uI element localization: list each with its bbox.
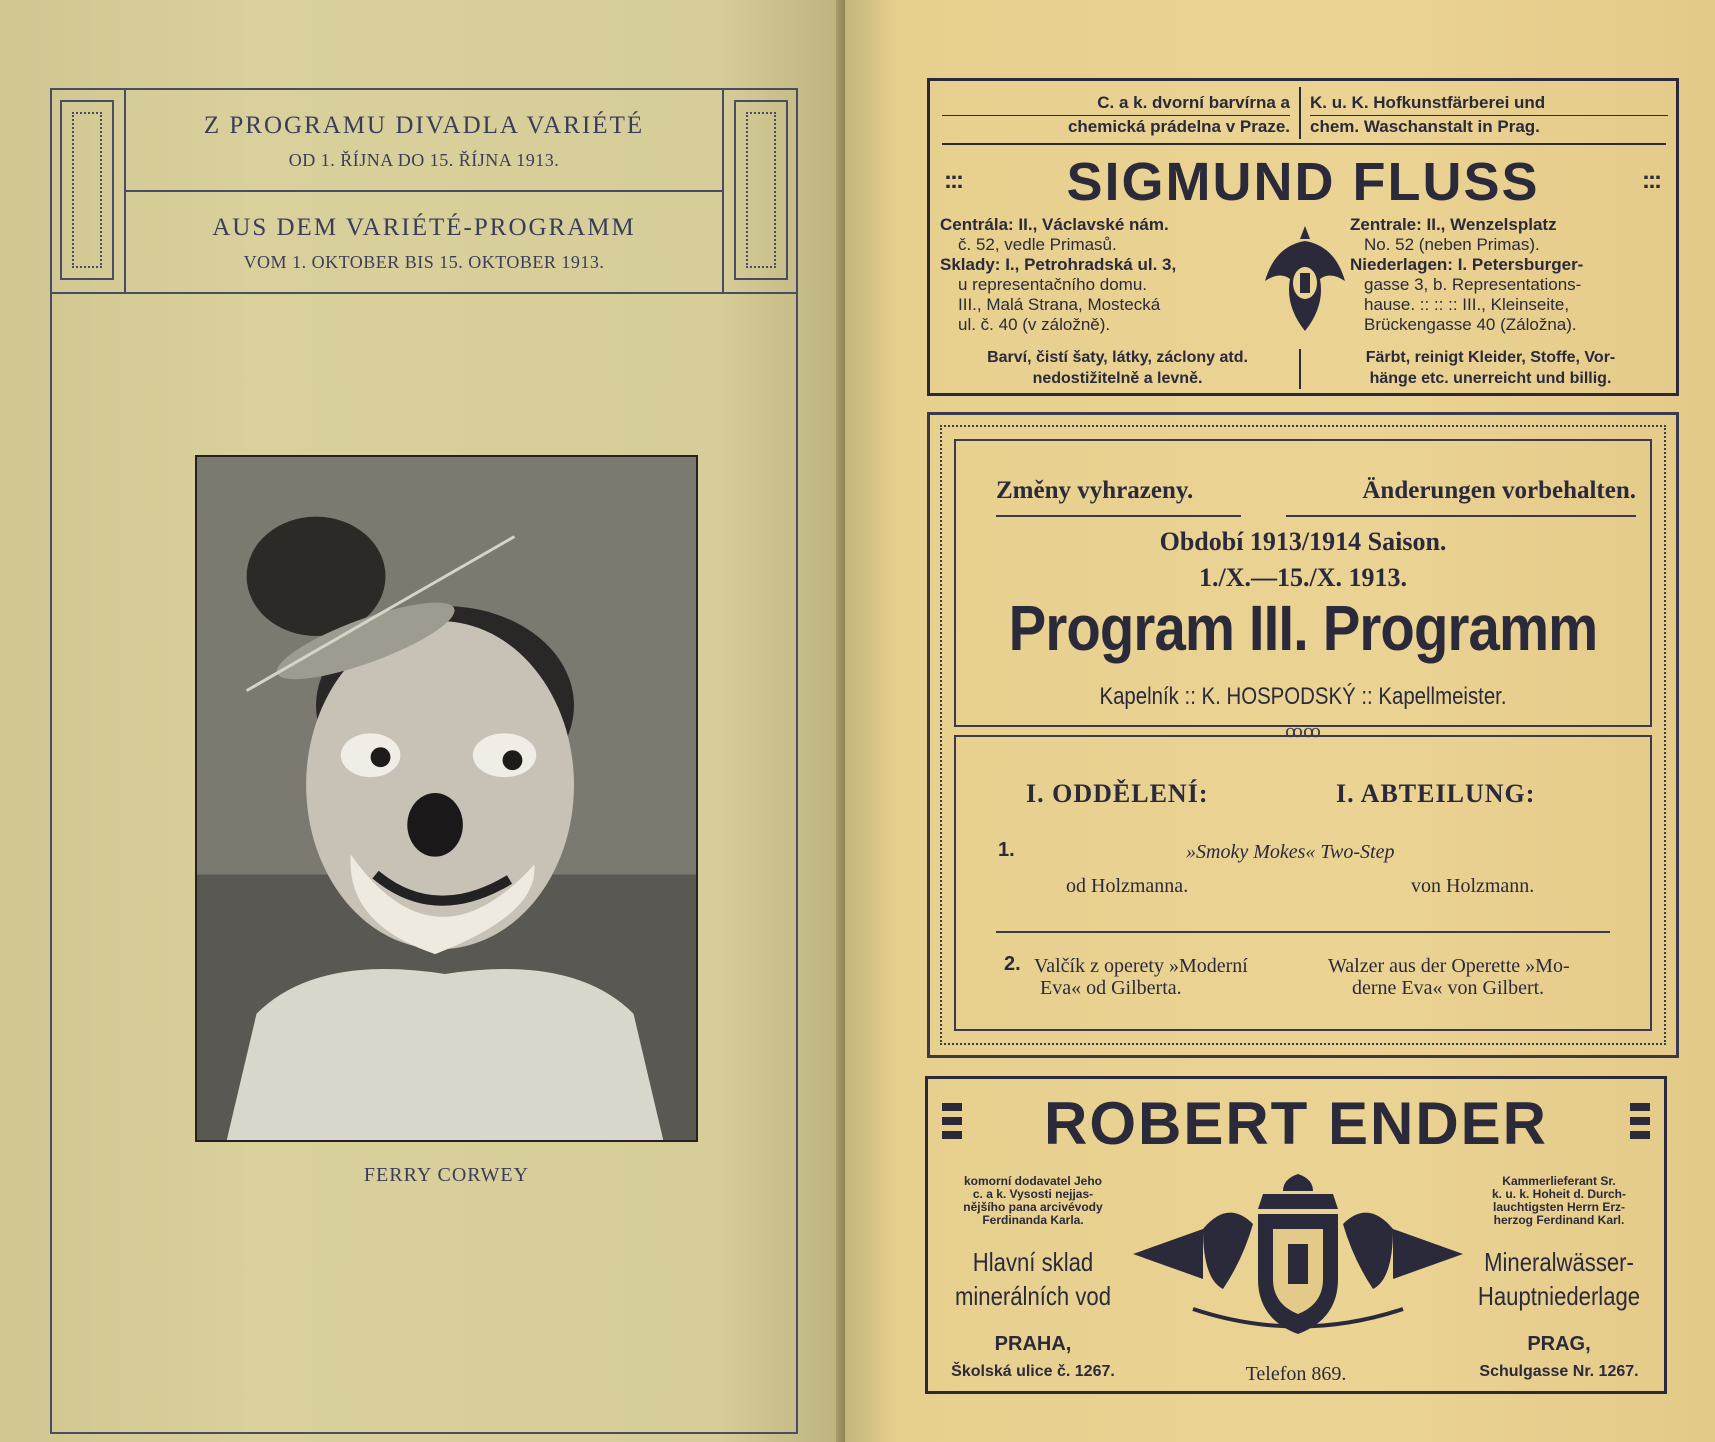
ad1-top-divider (1299, 87, 1301, 139)
item-title: »Smoky Mokes« Two-Step (1186, 841, 1395, 863)
ad1-cz-line: III., Malá Strana, Mostecká (958, 295, 1161, 314)
ad1-de-line: Niederlagen: I. Petersburger- (1350, 255, 1584, 274)
royal-crest-icon (1133, 1169, 1463, 1339)
item-de-line-1: Walzer aus der Operette »Mo- (1328, 955, 1570, 977)
season: Období 1913/1914 Saison. (1159, 527, 1447, 556)
program-box (927, 412, 1679, 1058)
header-divider (126, 190, 722, 192)
item-separator (996, 931, 1610, 933)
ad2-big-cz (944, 1245, 1123, 1313)
ad1-de-addresses (1350, 215, 1670, 335)
header-textbox (124, 88, 724, 292)
ad1-de-line: Brückengasse 40 (Záložna). (1364, 315, 1577, 334)
ad1-foot-de (1308, 347, 1673, 389)
ad1-top-de-2: chem. Waschanstalt in Prag. (1310, 117, 1540, 136)
ad2-small-de-line: Kammerlieferant Sr. (1502, 1174, 1616, 1188)
ad1-foot-cz (940, 347, 1295, 389)
ad2-small-de-line: k. u. k. Hoheit d. Durch- (1491, 1187, 1626, 1201)
ad1-rule (942, 115, 1290, 116)
ad1-foot-cz-2: nedostižitelně a levně. (1032, 370, 1203, 387)
item-de-line-2: derne Eva« von Gilbert. (1352, 977, 1545, 999)
changes-underline (996, 515, 1241, 517)
ad2-company-name: ROBERT ENDER (1043, 1090, 1549, 1157)
ad1-rule (1310, 115, 1668, 116)
program-dates: 1./X.—15./X. 1913. (1199, 563, 1407, 592)
header-de-title: AUS DEM VARIÉTÉ-PROGRAMM (212, 214, 636, 241)
ad1-de-line: gasse 3, b. Representations- (1364, 275, 1582, 294)
ad1-cz-addresses (940, 215, 1250, 335)
ad2-bars-right (1630, 1103, 1650, 1143)
item-composer-de: von Holzmann. (1411, 875, 1535, 897)
ad1-top-cz-2: chemická prádelna v Praze. (1067, 117, 1290, 136)
item-number: 2. (1004, 953, 1021, 975)
photo-caption: FERRY CORWEY (363, 1164, 530, 1186)
ad1-cz-line: Centrála: II., Václavské nám. (940, 215, 1169, 234)
ad1-cz-line: ul. č. 40 (v záložně). (958, 315, 1111, 334)
ornament-divider: ꝏꝏ (1285, 721, 1321, 741)
item-text-cz (1034, 955, 1248, 999)
ad1-cz-line: u representačního domu. (958, 275, 1148, 294)
ad2-telephone: Telefon 869. (1245, 1363, 1347, 1385)
ad2-big-cz-1: Hlavní sklad (972, 1247, 1094, 1277)
ad2-big-de-2: Hauptniederlage (1477, 1281, 1641, 1311)
ad2-big-de-1: Mineralwässer- (1484, 1247, 1634, 1277)
ad1-foot-divider (1299, 349, 1301, 389)
section-heading-cz: I. ODDĚLENÍ: (1026, 779, 1209, 808)
ad1-de-line: No. 52 (neben Primas). (1364, 235, 1540, 254)
header-cz-dates: OD 1. ŘÍJNA DO 15. ŘÍJNA 1913. (288, 150, 560, 170)
left-header (50, 88, 798, 294)
ad1-company-name: SIGMUND FLUSS (1066, 152, 1540, 212)
section-heading-de: I. ABTEILUNG: (1336, 779, 1536, 808)
header-de-dates: VOM 1. OKTOBER BIS 15. OKTOBER 1913. (243, 252, 605, 272)
clown-photo (195, 455, 698, 1142)
program-items-box (954, 735, 1652, 1031)
ad2-big-cz-2: minerálních vod (954, 1281, 1112, 1311)
ad1-foot-de-1: Färbt, reinigt Kleider, Stoffe, Vor- (1365, 349, 1616, 366)
ornament-left (60, 100, 114, 280)
ad2-small-cz-line: Ferdinanda Karla. (982, 1213, 1084, 1227)
changes-reserved-cz: Změny vyhrazeny. (996, 477, 1194, 504)
ad1-cz-line: č. 52, vedle Primasů. (958, 235, 1117, 254)
ad2-small-cz-line: nějšího pana arcivévody (963, 1200, 1103, 1214)
ad1-cz-line: Sklady: I., Petrohradská ul. 3, (940, 255, 1177, 274)
item-cz-line-2: Eva« od Gilberta. (1040, 977, 1182, 999)
ad2-small-cz-line: komorní dodavatel Jeho (963, 1174, 1103, 1188)
ad1-dots-left: ::: (944, 167, 962, 194)
ad2-address-de: Schulgasse Nr. 1267. (1479, 1363, 1639, 1380)
left-page (0, 0, 845, 1442)
item-cz-line-1: Valčík z operety »Moderní (1034, 955, 1248, 977)
ad2-small-cz-line: c. a k. Vysosti nejjas- (972, 1187, 1094, 1201)
item-text-de (1328, 955, 1570, 999)
ad-sigmund-fluss (927, 78, 1679, 396)
ad2-small-de-line: herzog Ferdinand Karl. (1493, 1213, 1625, 1227)
item-number: 1. (998, 839, 1015, 861)
program-title: Program III. Programm (1008, 592, 1598, 664)
ad2-big-de (1470, 1245, 1649, 1313)
changes-underline (1286, 515, 1636, 517)
header-cz-title: Z PROGRAMU DIVADLA VARIÉTÉ (203, 112, 645, 139)
eagle-emblem-icon (1260, 221, 1350, 341)
right-page (845, 0, 1715, 1442)
program-header-box (954, 439, 1652, 727)
ad1-de-line: Zentrale: II., Wenzelsplatz (1350, 215, 1557, 234)
ad1-top-de-1: K. u. K. Hofkunstfärberei und (1310, 93, 1546, 112)
ad1-foot-de-2: hänge etc. unerreicht und billig. (1369, 370, 1612, 387)
item-composer-cz: od Holzmanna. (1066, 875, 1189, 897)
ad1-rule (942, 143, 1666, 145)
ad1-de-line: hause. :: :: :: III., Kleinseite, (1364, 295, 1570, 314)
ad1-dots-right: ::: (1642, 167, 1660, 194)
ad2-city-de: PRAG, (1527, 1333, 1591, 1355)
changes-reserved-de: Änderungen vorbehalten. (1362, 477, 1636, 504)
ad2-small-de (1464, 1175, 1654, 1227)
ad2-address-cz: Školská ulice č. 1267. (951, 1363, 1115, 1380)
ornament-right (734, 100, 788, 280)
ad-robert-ender (925, 1076, 1667, 1394)
ad1-top-cz-1: C. a k. dvorní barvírna a (1097, 93, 1290, 112)
ad2-small-de-line: lauchtigsten Herrn Erz- (1492, 1200, 1626, 1214)
ad2-city-cz: PRAHA, (994, 1333, 1072, 1355)
ad2-small-cz (938, 1175, 1128, 1227)
conductor: Kapelník :: K. HOSPODSKÝ :: Kapellmeister. (1099, 683, 1507, 710)
ad1-foot-cz-1: Barví, čistí šaty, látky, záclony atd. (987, 349, 1248, 366)
